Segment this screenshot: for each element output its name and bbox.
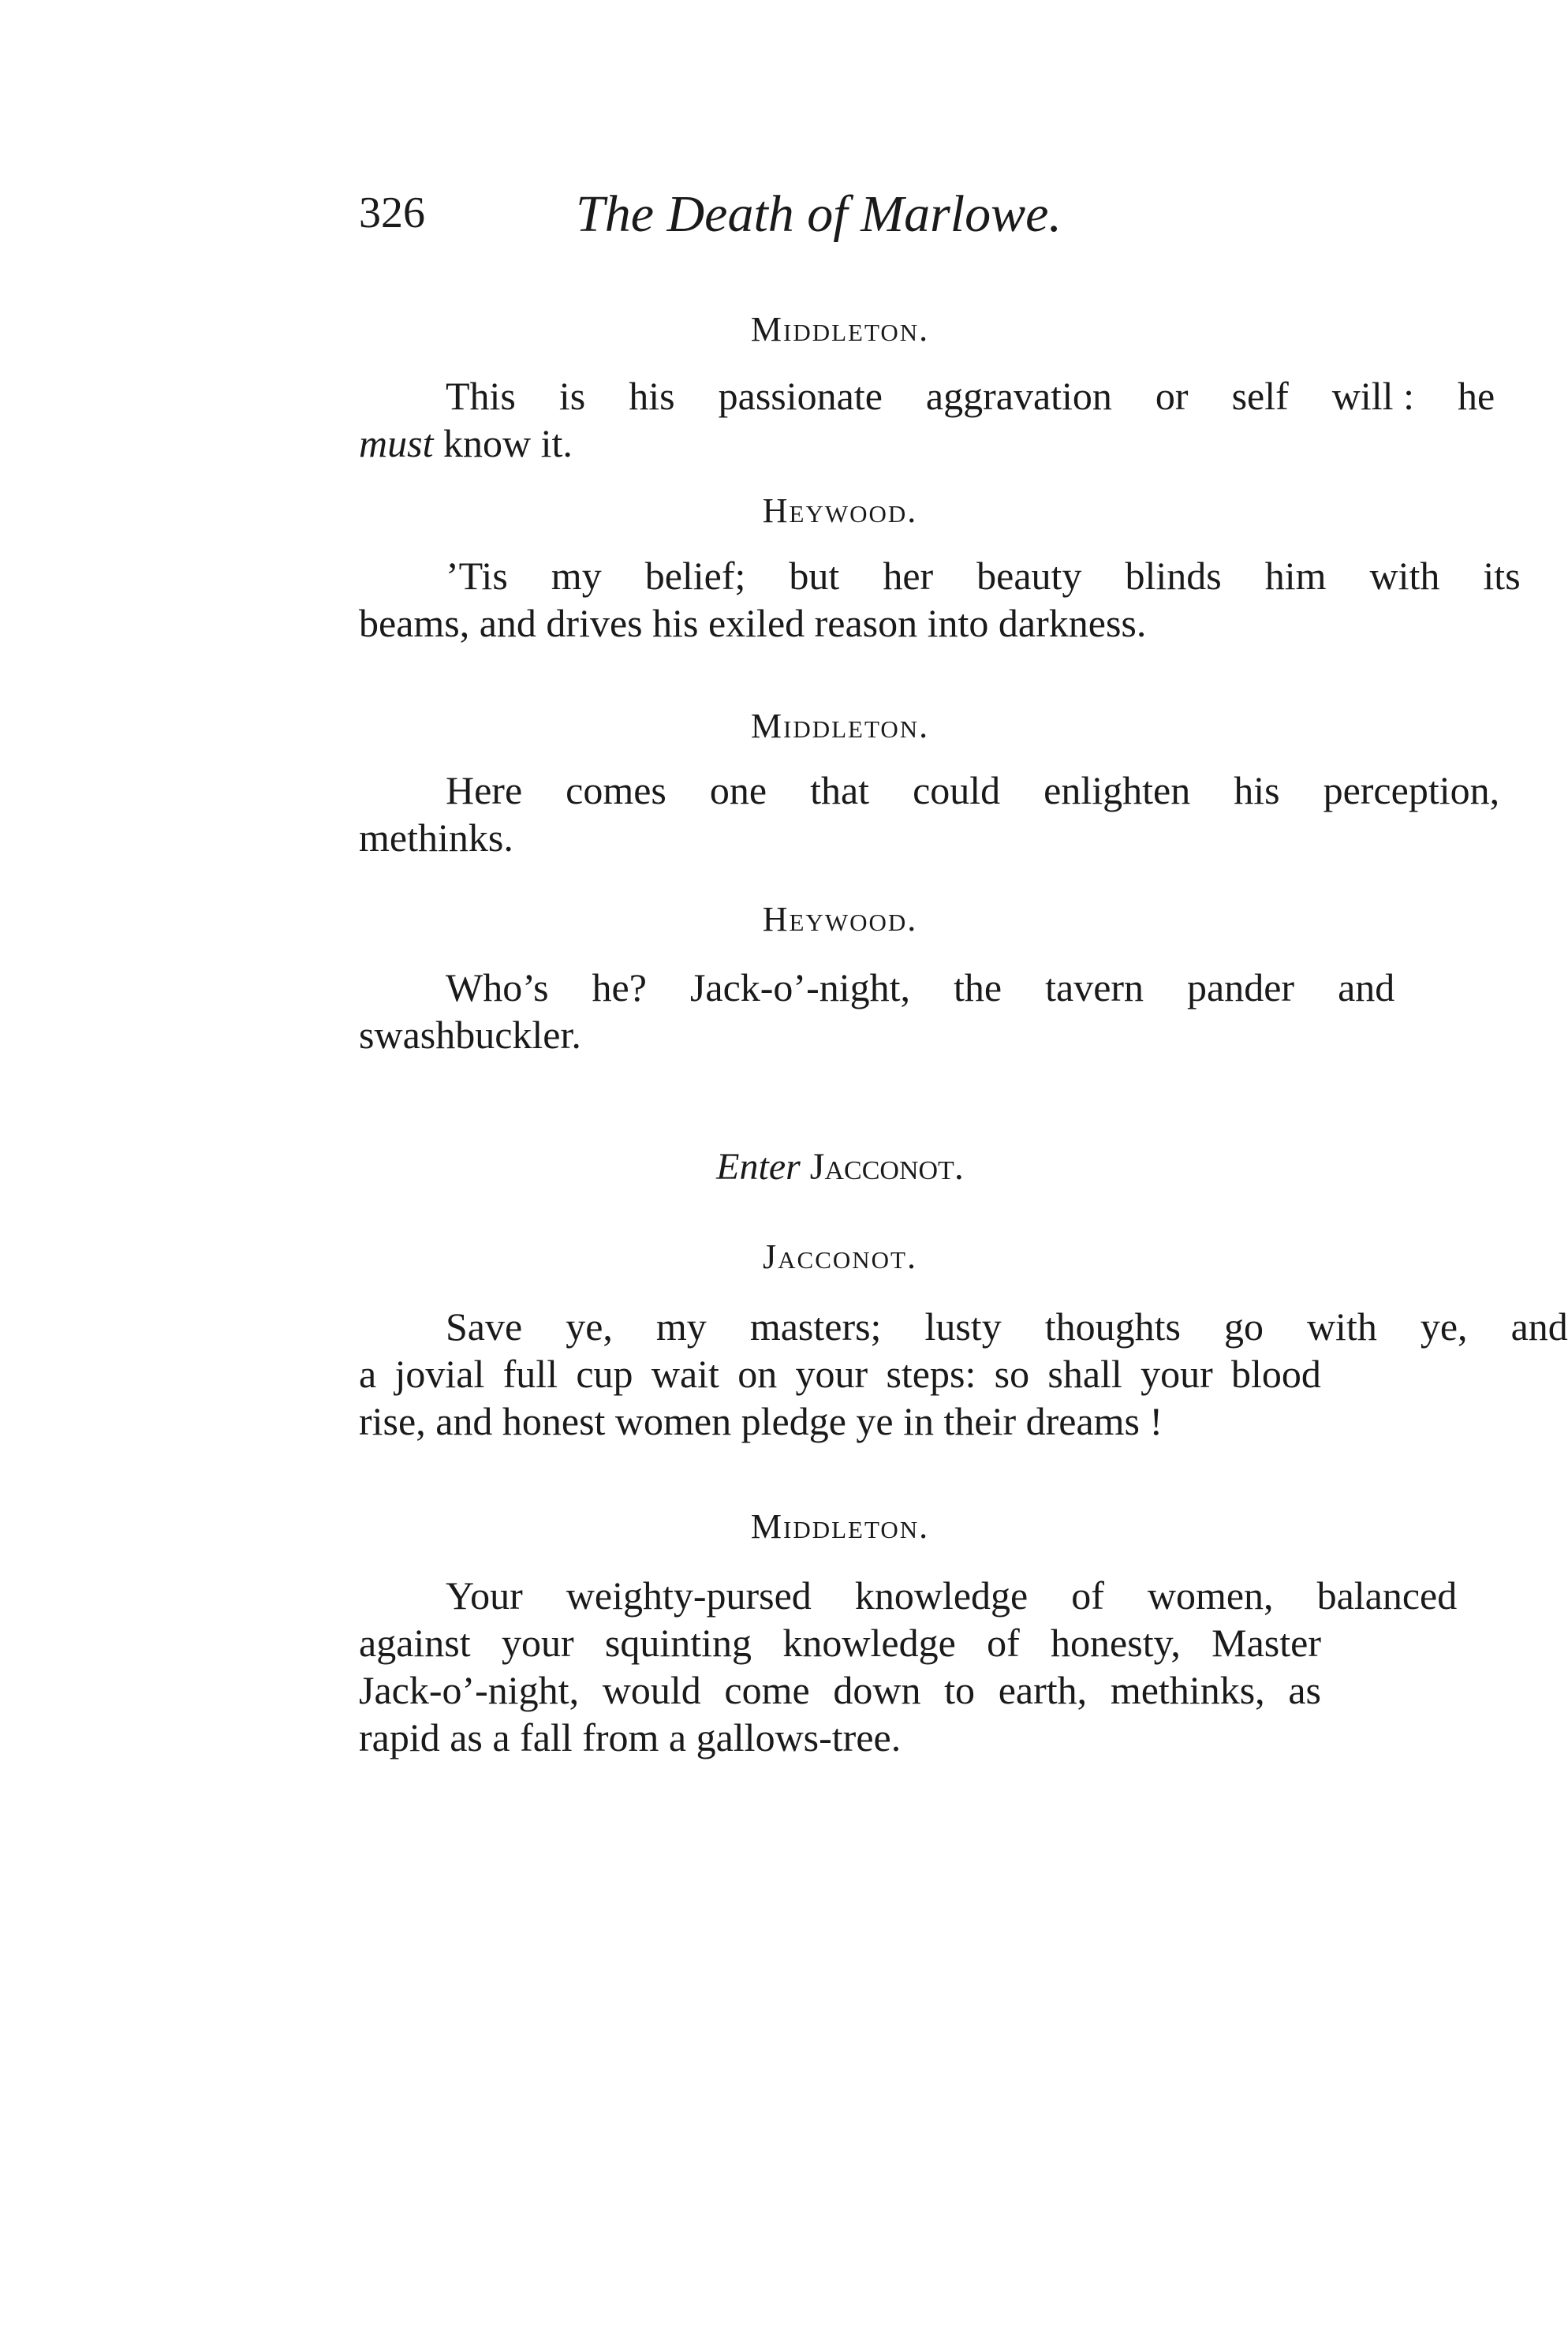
page-number: 326 <box>359 188 425 237</box>
running-title: The Death of Marlowe. <box>576 185 1062 243</box>
speaker-heading: Heywood. <box>762 491 918 530</box>
page-header <box>359 185 1337 259</box>
speech-line: Save ye, my masters; lusty thoughts go with ye, and <box>446 1304 1568 1349</box>
speech-line: Who’s he? Jack-o’-night, the tavern pander and <box>446 965 1395 1009</box>
speech-text <box>359 767 1500 861</box>
speech-line: rapid as a fall from a gallows-tree. <box>359 1715 902 1760</box>
speech-text <box>359 1303 1568 1445</box>
speech-text <box>359 964 1395 1058</box>
emphasized-word: must <box>359 421 434 465</box>
speech-line: beams, and drives his exiled reason into darkness. <box>359 601 1147 645</box>
speech-line: methinks. <box>359 815 513 860</box>
speech-line: swashbuckler. <box>359 1013 581 1057</box>
speech-line: Your weighty-pursed knowledge of women, balanced <box>446 1573 1458 1618</box>
speech-line: against your squinting knowledge of honesty, Master <box>359 1621 1321 1665</box>
speech-text <box>359 1572 1458 1761</box>
speech-line: a jovial full cup wait on your steps: so shall your blood <box>359 1352 1321 1396</box>
speaker-heading: Jacconot. <box>763 1237 917 1276</box>
speech-line: Here comes one that could enlighten his perception, <box>446 768 1500 812</box>
stage-direction-character: Jacconot. <box>809 1146 964 1188</box>
speech-line: This is his passionate aggravation or self will : he <box>446 374 1495 418</box>
speech-line: ’Tis my belief; but her beauty blinds him with its <box>446 554 1521 598</box>
speech-text <box>359 552 1521 647</box>
speaker-heading: Middleton. <box>750 310 930 349</box>
speaker-heading: Middleton. <box>750 707 930 745</box>
stage-direction <box>359 1145 1321 1189</box>
stage-direction-verb: Enter <box>716 1146 801 1188</box>
speech-text <box>359 372 1495 467</box>
speaker-heading: Heywood. <box>762 900 918 939</box>
speaker-heading: Middleton. <box>750 1507 930 1546</box>
speech-line: Jack-o’-night, would come down to earth, methinks, as <box>359 1668 1321 1712</box>
speech-line: must know it. <box>359 421 573 465</box>
speech-line: rise, and honest women pledge ye in their dreams ! <box>359 1399 1163 1443</box>
